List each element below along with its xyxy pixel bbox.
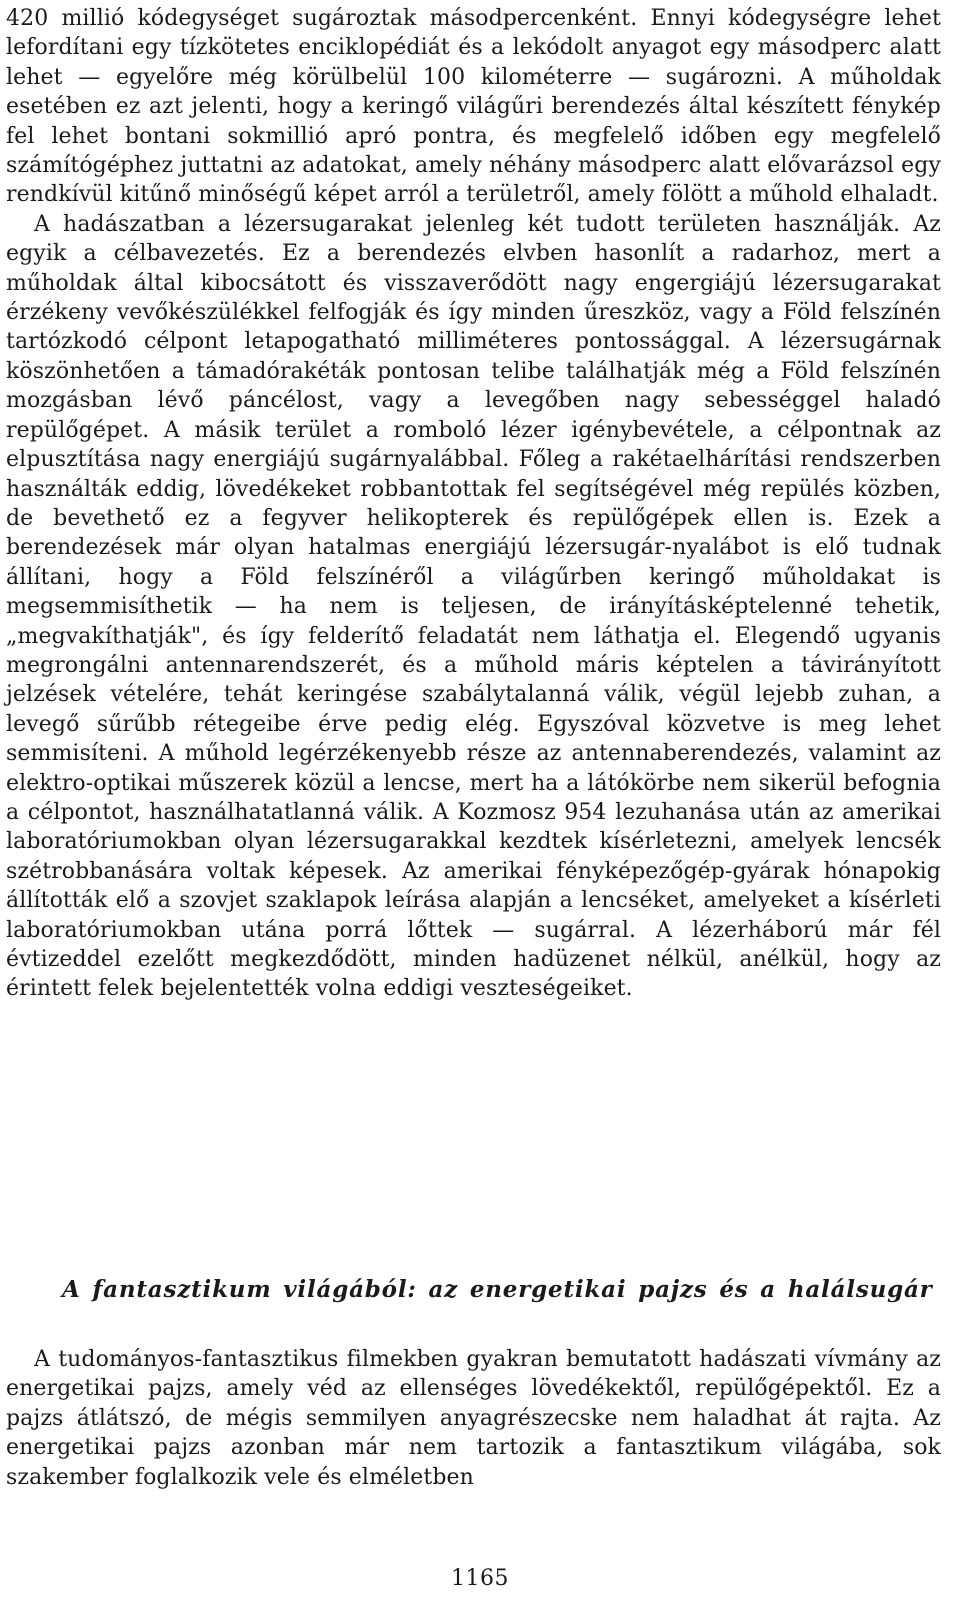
body-text-lower (6, 1345, 941, 1492)
body-text-upper (6, 4, 941, 1004)
paragraph-continuation: 420 millió kódegységet sugároztak másodpercenként. Ennyi kódegységre lehet lefordítani egy tízkötetes enciklopédiát és a lekódolt anyagot egy másodperc alatt lehet — egyelőre még körülbelül 100 kilométerre — sugározni. A műholdak esetében ez azt jelenti, hogy a keringő világűri berendezés által készített fénykép fel lehet bontani sokmillió apró pontra, és megfelelő időben egy megfelelő számítógéphez juttatni az adatokat, amely néhány másodperc alatt elővarázsol egy rendkívül kitűnő minőségű képet arról a területről, amely fölött a műhold elhaladt. (6, 6, 941, 208)
paragraph-energy-shield: A tudományos-fantasztikus filmekben gyakran bemutatott hadászati vívmány az energetikai pajzs, amely véd az ellenséges lövedékektől, repülőgépektől. Ez a pajzs átlátszó, de mégis semmilyen anyagrészecske nem haladhat át rajta. Az energetikai pajzs azonban már nem tartozik a fantasztikum világába, sok szakember foglalkozik vele és elméletben (6, 1347, 941, 1490)
paragraph-military-lasers: A hadászatban a lézersugarakat jelenleg két tudott területen használják. Az egyik a célbavezetés. Ez a berendezés elvben hasonlít a radarhoz, mert a műholdak által kibocsátott és visszaverődött nagy engergiájú lézersugarakat érzékeny vevőkészülékkel felfogják és így minden űreszköz, vagy a Föld felszínén tartózkodó célpont letapogatható milliméteres pontossággal. A lézersugárnak köszönhetően a támadórakéták pontosan telibe találhatják még a Föld felszínén mozgásban lévő páncélost, vagy a levegőben nagy sebességgel haladó repülőgépet. A másik terület a romboló lézer igénybevétele, a célpontnak az elpusztítása nagy energiájú sugárnyalábbal. Főleg a rakétaelhárítási rendszerben használták eddig, lövedékeket robbantottak fel segítségével még repülés közben, de bevethető ez a fegyver helikopterek és repülőgépek ellen is. Ezek a berendezések már olyan hatalmas energiájú lézersugár-nyalábot is elő tudnak állítani, hogy a Föld felszínéről a világűrben keringő műholdakat is megsemmisíthetik — ha nem is teljesen, de irányításképtelenné tehetik, „megvakíthatják", és így felderítő feladatát nem láthatja el. Elegendő ugyanis megrongálni antennarendszerét, és a műhold máris képtelen a távirányított jelzések vételére, tehát keringése szabálytalanná válik, végül lejebb zuhan, a levegő sűrűbb rétegeibe érve pedig elég. Egyszóval közvetve is meg lehet semmisíteni. A műhold legérzékenyebb része az antennaberendezés, valamint az elektro-optikai műszerek közül a lencse, mert ha a látókörbe nem sikerül befognia a célpontot, használhatatlanná válik. A Kozmosz 954 lezuhanása után az amerikai laboratóriumokban olyan lézersugarakkal kezdtek kísérletezni, amelyek lencsék szétrobbanására voltak képesek. Az amerikai fényképezőgép-gyárak hónapokig állították elő a szovjet szaklapok leírása alapján a lencséket, amelyeket a kísérleti laboratóriumokban utána porrá lőttek — sugárral. A lézerháború már fél évtizeddel ezelőtt megkezdődött, minden hadüzenet nélkül, anélkül, hogy az érintett felek bejelentették volna eddigi veszteségeiket. (6, 211, 941, 1002)
section-heading: A fantasztikum világából: az energetikai pajzs és a halálsugár (62, 1276, 933, 1303)
page-number: 1165 (451, 1566, 509, 1591)
